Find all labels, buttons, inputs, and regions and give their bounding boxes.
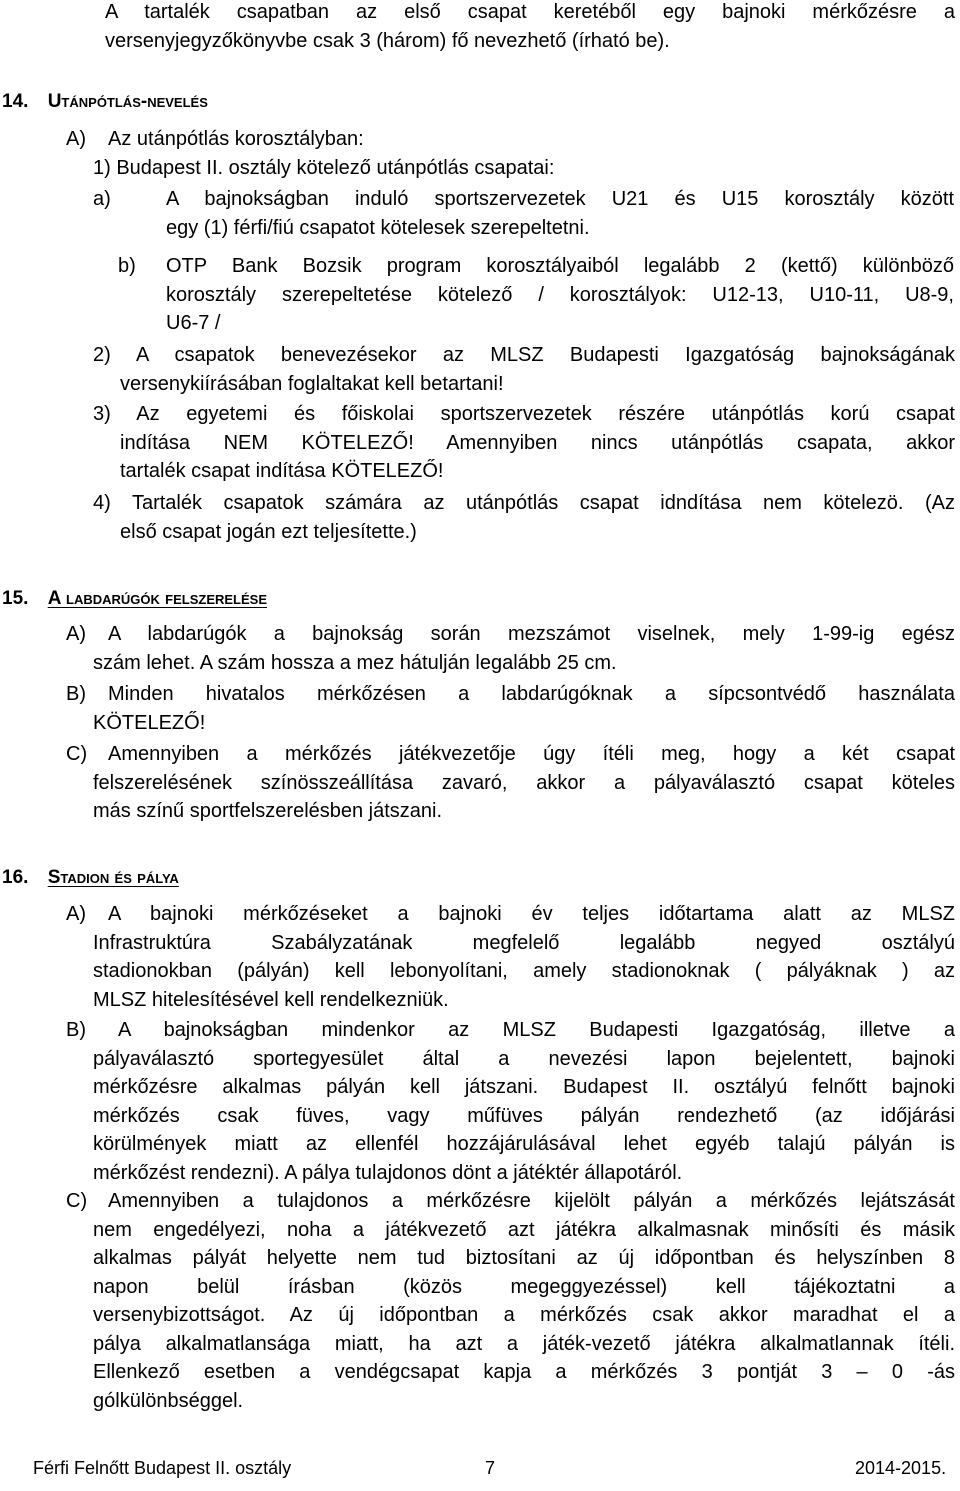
sub-item-a — [166, 185, 954, 242]
item-c — [93, 1187, 955, 1415]
text-line: pályaválasztó sportegyesület által a nevezési lapon bejelentett, bajnoki — [93, 1047, 955, 1070]
text-line: 2) A csapatok benevezésekor az MLSZ Budapesti Igazgatóság bajnokságának — [93, 344, 955, 366]
text-line: stadionokban (pályán) kell lebonyolítani, amely stadionoknak ( pályáknak ) az — [93, 960, 955, 982]
section-title: Utánpótlás-nevelés — [47, 91, 208, 112]
text-line: KÖTELEZŐ! — [93, 711, 206, 734]
text-line: szám lehet. A szám hossza a mez hátulján legalább 25 cm. — [93, 651, 617, 674]
text-line: felszerelésének színösszeállítása zavaró, akkor a pályaválasztó csapat köteles — [93, 771, 955, 794]
text-line: tartalék csapat indítása KÖTELEZŐ! — [120, 460, 444, 482]
numbered-item-3 — [93, 400, 955, 486]
page-number: 7 — [485, 1458, 496, 1478]
text-line: Infrastruktúra Szabályzatának megfelelő legalább negyed osztályú — [93, 931, 955, 954]
text-line: Minden hivatalos mérkőzésen a labdarúgóknak a sípcsontvédő használata — [108, 683, 955, 705]
numbered-item-4 — [93, 489, 955, 546]
text-line: egy (1) férfi/fiú csapatot kötelesek szerepeltetni. — [166, 216, 590, 239]
item-label: C) — [66, 1190, 88, 1212]
text-line: más színű sportfelszerelésben játszani. — [93, 800, 443, 822]
text-line: 3) Az egyetemi és főiskolai sportszervezetek részére utánpótlás korú csapat — [93, 403, 955, 425]
text-line: 4) Tartalék csapatok számára az utánpótlás csapat idndítása nem kötelezö. (Az — [93, 492, 955, 514]
text-line: napon belül írásban (közös megeggyezéssel) kell tájékoztatni a — [93, 1275, 955, 1298]
item-label: A) — [66, 903, 86, 925]
text-line: indítása NEM KÖTELEZŐ! Amennyiben nincs utánpótlás csapata, akkor — [120, 431, 955, 454]
item-a — [93, 620, 955, 677]
text-line: Amennyiben a tulajdonos a mérkőzésre kijelölt pályán a mérkőzés lejátszását — [108, 1190, 955, 1212]
section-number: 15. — [2, 588, 29, 609]
item-b — [93, 680, 955, 737]
text-line: mérkőzés csak füves, vagy műfüves pályán rendezhető (az időjárási — [93, 1104, 955, 1127]
text-line: gólkülönbséggel. — [93, 1389, 244, 1412]
item-label: A) — [66, 128, 86, 150]
section-number: 14. — [2, 91, 29, 112]
item-text: Az utánpótlás korosztályban: — [108, 128, 364, 150]
item-label: b) — [118, 255, 136, 277]
intro-line: A tartalék csapatban az első csapat keretéből egy bajnoki mérkőzésre a — [105, 1, 955, 23]
item-label: B) — [66, 1019, 86, 1041]
text-line: A bajnoki mérkőzéseket a bajnoki év teljes időtartama alatt az MLSZ — [108, 903, 955, 925]
item-a — [93, 900, 955, 1014]
text-line: MLSZ hitelesítésével kell rendelkezniük. — [93, 988, 449, 1011]
section-15-heading — [2, 585, 267, 613]
item-label: B) — [66, 683, 86, 705]
section-title: A labdarúgók felszerelése — [47, 588, 268, 609]
footer-right: 2014-2015. — [855, 1458, 947, 1478]
item-b — [93, 1016, 955, 1187]
text-line: versenykiírásában foglaltakat kell betartani! — [120, 372, 504, 395]
text-line: nem engedélyezi, noha a játékvezető azt játékra alkalmasnak minősíti és másik — [93, 1218, 955, 1241]
text-line: pálya alkalmatlansága miatt, ha azt a játék-vezető játékra alkalmatlannak ítéli. — [93, 1332, 955, 1355]
sub-item-b — [166, 252, 954, 338]
text-line: mérkőzést rendezni). A pálya tulajdonos dönt a játéktér állapotáról. — [93, 1161, 683, 1184]
text-line: OTP Bank Bozsik program korosztályaiból legalább 2 (kettő) különböző — [166, 255, 954, 277]
text-line: A bajnokságban mindenkor az MLSZ Budapesti Igazgatóság, illetve a — [118, 1019, 955, 1041]
intro-paragraph — [105, 0, 955, 55]
text-line: alkalmas pályát helyette nem tud biztosítani az új időpontban és helyszínben 8 — [93, 1247, 955, 1269]
footer-left: Férfi Felnőtt Budapest II. osztály — [33, 1458, 292, 1478]
text-line: versenybizottságot. Az új időpontban a mérkőzés csak akkor maradhat el a — [93, 1304, 955, 1326]
text-line: A bajnokságban induló sportszervezetek U21 és U15 korosztály között — [166, 188, 954, 210]
section-14-heading — [2, 88, 208, 116]
section-16-heading — [2, 864, 179, 892]
text-line: Ellenkező esetben a vendégcsapat kapja a mérkőzés 3 pontját 3 – 0 -ás — [93, 1361, 955, 1383]
section-number: 16. — [2, 867, 29, 888]
text-line: első csapat jogán ezt teljesítette.) — [120, 520, 417, 543]
intro-line: versenyjegyzőkönyvbe csak 3 (három) fő nevezhető (írható be). — [105, 29, 670, 52]
text-line: Amennyiben a mérkőzés játékvezetője úgy ítéli meg, hogy a két csapat — [108, 743, 955, 765]
text-line: körülmények miatt az ellenfél hozzájárulásával lehet egyéb talajú pályán is — [93, 1133, 955, 1155]
text-line: korosztály szerepeltetése kötelező / korosztályok: U12-13, U10-11, U8-9, — [166, 283, 954, 306]
item-c — [93, 740, 955, 826]
item-label: A) — [66, 623, 86, 645]
numbered-item-2 — [93, 341, 955, 398]
numbered-item: 1) Budapest II. osztály kötelező utánpótlás csapatai: — [93, 157, 555, 179]
text-line: mérkőzésre alkalmas pályán kell játszani. Budapest II. osztályú felnőtt bajnoki — [93, 1076, 955, 1098]
text-line: U6-7 / — [166, 312, 221, 334]
item-label: a) — [93, 188, 111, 210]
text-line: A labdarúgók a bajnokság során mezszámot viselnek, mely 1-99-ig egész — [108, 623, 955, 645]
section-title: Stadion és pálya — [47, 867, 179, 888]
item-label: C) — [66, 743, 88, 765]
